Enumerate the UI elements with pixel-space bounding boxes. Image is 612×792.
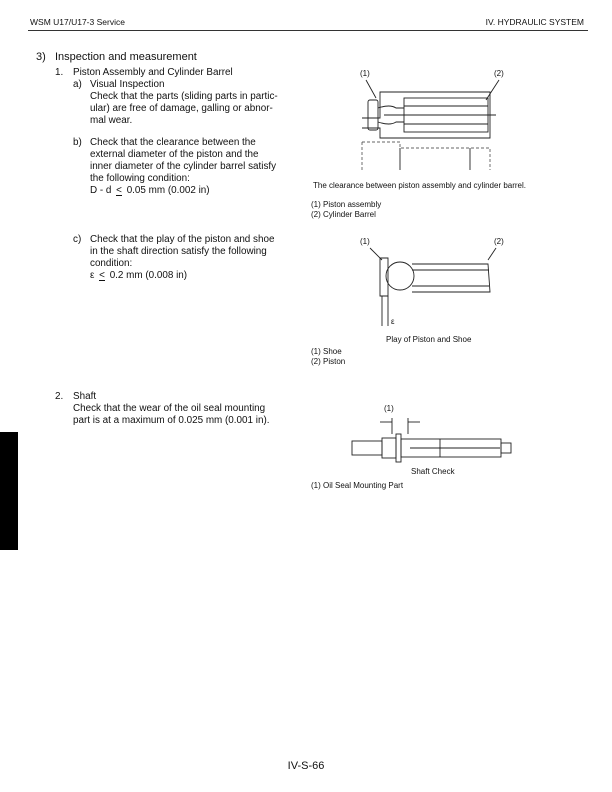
item1c-line: Check that the play of the piston and shoe — [90, 234, 275, 245]
fig1-label-1: (1) — [360, 69, 370, 78]
item1c-line: in the shaft direction satisfy the following — [90, 246, 267, 257]
item1b-line: inner diameter of the cylinder barrel satisfy — [90, 161, 277, 172]
item1b-letter: b) — [73, 137, 82, 148]
header-rule — [28, 30, 588, 31]
fig1-label-2: (2) — [494, 69, 504, 78]
item1b-formula — [90, 185, 210, 197]
piston-shoe-figure — [370, 246, 500, 332]
item1c-line: condition: — [90, 258, 133, 269]
fig2-legend-item: (2) Piston — [311, 356, 346, 366]
item1b-line: external diameter of the piston and the — [90, 149, 259, 160]
item1b-line: the following condition: — [90, 173, 190, 184]
fig1-legend-item: (2) Cylinder Barrel — [311, 209, 376, 219]
less-equal-symbol: < — [116, 185, 122, 196]
fig1-legend — [311, 200, 381, 219]
formula-prefix: ε — [90, 270, 95, 281]
fig2-legend — [311, 347, 345, 366]
item2-line: Check that the wear of the oil seal mounting — [73, 403, 266, 414]
section-number: 3) — [36, 51, 46, 63]
item1a-letter: a) — [73, 79, 82, 90]
section-title: Inspection and measurement — [55, 51, 197, 63]
fig3-label-1: (1) — [384, 404, 394, 413]
formula-value: 0.2 mm (0.008 in) — [109, 270, 188, 281]
item2-number: 2. — [55, 391, 64, 402]
item1-number: 1. — [55, 67, 64, 78]
item1b-text — [90, 137, 300, 185]
fig2-label-1: (1) — [360, 237, 370, 246]
item1a-line: ular) are free of damage, galling or abnor- — [90, 103, 273, 114]
item1a-line: mal wear. — [90, 115, 133, 126]
item1c-letter: c) — [73, 234, 82, 245]
fig1-legend-item: (1) Piston assembly — [311, 200, 382, 209]
item2-line: part is at a maximum of 0.025 mm (0.001 in). — [73, 415, 270, 426]
item1c-text — [90, 234, 300, 270]
formula-prefix: D - d — [90, 185, 112, 196]
item1c-formula — [90, 270, 187, 282]
fig3-legend — [311, 481, 403, 491]
formula-value: 0.05 mm (0.002 in) — [126, 185, 210, 196]
fig1-caption: The clearance between piston assembly and cylinder barrel. — [313, 181, 527, 190]
header-right: IV. HYDRAULIC SYSTEM — [485, 17, 584, 27]
item1a-text — [90, 91, 300, 127]
fig2-label-2: (2) — [494, 237, 504, 246]
item1-title: Piston Assembly and Cylinder Barrel — [73, 67, 233, 78]
item2-title: Shaft — [73, 391, 97, 402]
fig2-caption: Play of Piston and Shoe — [386, 335, 472, 344]
item1a-line: Check that the parts (sliding parts in partic- — [90, 91, 278, 102]
header-left: WSM U17/U17-3 Service — [30, 17, 125, 27]
fig3-legend-item: (1) Oil Seal Mounting Part — [311, 481, 404, 490]
epsilon-label: ε — [391, 317, 395, 326]
less-equal-symbol: < — [99, 270, 105, 281]
section-side-tab — [0, 432, 18, 550]
fig2-legend-item: (1) Shoe — [311, 347, 342, 356]
item2-text — [73, 403, 301, 427]
shaft-figure — [350, 414, 515, 464]
item1a-title: Visual Inspection — [90, 79, 165, 90]
fig3-caption: Shaft Check — [411, 467, 455, 476]
piston-cylinder-figure — [360, 78, 510, 173]
page-number: IV-S-66 — [287, 760, 325, 772]
item1b-line: Check that the clearance between the — [90, 137, 256, 148]
